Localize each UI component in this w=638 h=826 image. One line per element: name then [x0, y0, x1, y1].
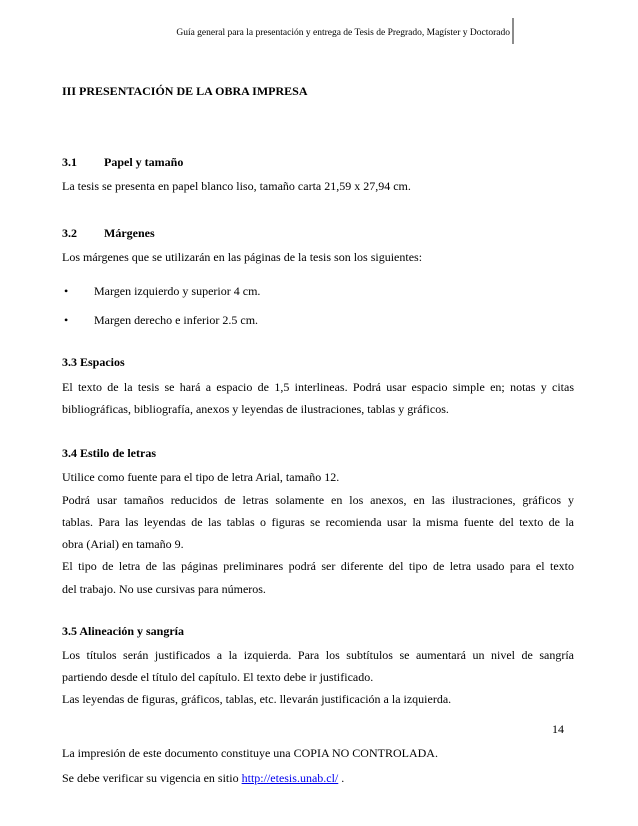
footer-verify-line [62, 771, 344, 786]
bullet-marker: • [64, 313, 69, 327]
paragraph-line: Los márgenes que se utilizarán en las páginas de la tesis son los siguientes: [62, 250, 423, 264]
paragraph-line: El tipo de letra de las páginas preliminares podrá ser diferente del tipo de letra usado para el texto [62, 559, 574, 573]
chapter-title: III PRESENTACIÓN DE LA OBRA IMPRESA [62, 84, 308, 98]
paragraph-line: tablas. Para las leyendas de las tablas o figuras se recomienda usar la misma fuente del texto de la [62, 515, 574, 529]
running-header: Guía general para la presentación y entrega de Tesis de Pregrado, Magíster y Doctorado [176, 28, 510, 38]
section-3-3-heading: 3.3 Espacios [62, 355, 125, 369]
bullet-marker: • [64, 284, 69, 298]
footer-text: Se debe verificar su vigencia en sitio [62, 771, 242, 785]
section-3-1-heading [62, 155, 576, 170]
paragraph-line: Podrá usar tamaños reducidos de letras solamente en los anexos, en las ilustraciones, gráficos y [62, 493, 574, 507]
paragraph-line: obra (Arial) en tamaño 9. [62, 537, 184, 551]
list-item: Margen derecho e inferior 2.5 cm. [94, 313, 259, 327]
paragraph-line: Utilice como fuente para el tipo de letra Arial, tamaño 12. [62, 470, 340, 484]
footer-notice: La impresión de este documento constituye una COPIA NO CONTROLADA. [62, 746, 438, 760]
list-item: Margen izquierdo y superior 4 cm. [94, 284, 261, 298]
paragraph-line: bibliográficas, bibliografía, anexos y leyendas de ilustraciones, tablas y gráficos. [62, 402, 449, 416]
section-title: Márgenes [104, 226, 155, 240]
paragraph-line: del trabajo. No use cursivas para números. [62, 582, 266, 596]
section-title: Papel y tamaño [104, 155, 184, 169]
section-3-5-heading: 3.5 Alineación y sangría [62, 624, 185, 638]
paragraph-line: Las leyendas de figuras, gráficos, tablas, etc. llevarán justificación a la izquierda. [62, 692, 452, 706]
section-3-4-heading: 3.4 Estilo de letras [62, 446, 156, 460]
paragraph-line: El texto de la tesis se hará a espacio de 1,5 interlineas. Podrá usar espacio simple en; notas y citas [62, 380, 574, 394]
etesis-link[interactable]: http://etesis.unab.cl/ [241, 771, 339, 785]
section-3-2-heading [62, 226, 576, 241]
footer-text: . [338, 771, 345, 785]
page-number: 14 [552, 722, 564, 736]
section-number: 3.1 [62, 155, 77, 169]
paragraph-line: La tesis se presenta en papel blanco liso, tamaño carta 21,59 x 27,94 cm. [62, 179, 411, 193]
paragraph-line: Los títulos serán justificados a la izquierda. Para los subtítulos se aumentará un nivel de sangría [62, 648, 574, 662]
paragraph-line: partiendo desde el título del capítulo. El texto debe ir justificado. [62, 670, 374, 684]
header-divider [512, 18, 514, 44]
section-number: 3.2 [62, 226, 77, 240]
